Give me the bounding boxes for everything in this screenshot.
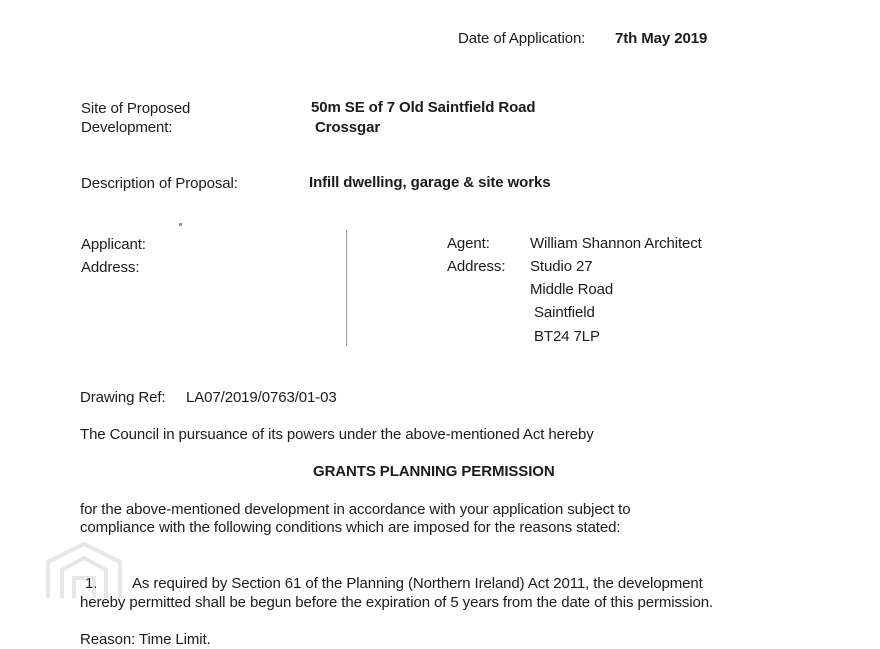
applicant-label: Applicant:: [81, 236, 146, 253]
agent-address-line: BT24 7LP: [534, 328, 600, 345]
condition-text-line2: hereby permitted shall be begun before the expiration of 5 years from the date of this permission.: [80, 594, 714, 611]
condition-number: 1.: [85, 575, 98, 592]
drawing-ref-value: LA07/2019/0763/01-03: [186, 389, 337, 406]
site-value-line2: Crossgar: [315, 119, 381, 136]
applicant-address-label: Address:: [81, 259, 140, 276]
agent-address-line: Studio 27: [530, 258, 593, 275]
conditions-intro-line1: for the above-mentioned development in accordance with your application subject to: [80, 501, 631, 518]
site-label-line2: Development:: [81, 119, 173, 136]
proposal-value: Infill dwelling, garage & site works: [309, 174, 551, 191]
condition-reason: Reason: Time Limit.: [80, 631, 211, 648]
date-label: Date of Application:: [458, 30, 586, 47]
scan-speck: [179, 223, 182, 226]
column-divider: [346, 230, 347, 346]
drawing-ref-label: Drawing Ref:: [80, 389, 166, 406]
date-value: 7th May 2019: [615, 30, 708, 47]
agent-address-label: Address:: [447, 258, 506, 275]
watermark-logo-icon: [44, 540, 124, 602]
agent-label: Agent:: [447, 235, 490, 252]
site-label-line1: Site of Proposed: [81, 100, 191, 117]
condition-text-line1: As required by Section 61 of the Planning (Northern Ireland) Act 2011, the development: [132, 575, 703, 592]
conditions-intro-line2: compliance with the following conditions which are imposed for the reasons stated:: [80, 519, 621, 536]
site-value-line1: 50m SE of 7 Old Saintfield Road: [311, 99, 536, 116]
council-text: The Council in pursuance of its powers under the above-mentioned Act hereby: [80, 426, 594, 443]
agent-value: William Shannon Architect: [530, 235, 702, 252]
agent-address-line: Saintfield: [534, 304, 595, 321]
agent-address-line: Middle Road: [530, 281, 614, 298]
proposal-label: Description of Proposal:: [81, 175, 238, 192]
grants-heading: GRANTS PLANNING PERMISSION: [313, 463, 555, 480]
